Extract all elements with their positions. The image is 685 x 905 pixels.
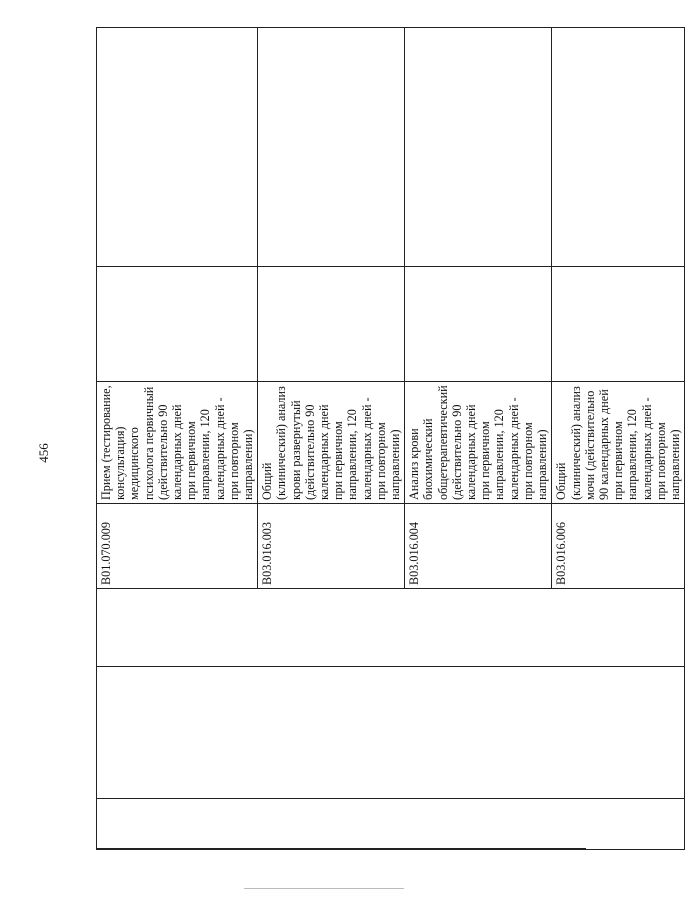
service-code-cell xyxy=(405,504,552,589)
page-number: 456 xyxy=(36,443,51,463)
empty-cell xyxy=(97,28,258,267)
service-code-cell xyxy=(258,504,405,589)
service-description-cell xyxy=(258,382,405,504)
services-table-rotated xyxy=(96,28,682,850)
service-description: Общий (клинический) анализ крови развернутый (действительно 90 календарных дней при первичном направлении, 120 календарных дней - при повторном направлении) xyxy=(260,386,403,500)
empty-cell xyxy=(258,267,405,382)
service-code: B01.070.009 xyxy=(99,522,113,585)
empty-cell xyxy=(405,28,552,267)
service-description-cell xyxy=(405,382,552,504)
service-description-cell xyxy=(97,382,258,504)
empty-cell xyxy=(405,267,552,382)
empty-cell xyxy=(552,267,685,382)
service-code: B03.016.003 xyxy=(260,522,275,585)
blank-cell xyxy=(97,799,685,850)
scan-mark xyxy=(244,888,404,889)
empty-cell xyxy=(97,267,258,382)
service-code: B03.016.004 xyxy=(407,522,422,585)
service-description: Общий (клинический) анализ мочи (действительно 90 календарных дней при первичном направлении, 120 календарных дней - при повторном направлении) xyxy=(554,386,682,500)
table-row xyxy=(97,28,258,850)
service-code-cell xyxy=(552,504,685,589)
service-description: Анализ крови биохимический общетерапевтический (действительно 90 календарных дней при первичном направлении, 120 календарных дней - при повторном направлении) xyxy=(407,385,550,500)
blank-cell xyxy=(97,589,685,667)
empty-cell xyxy=(552,28,685,267)
service-code-cell xyxy=(97,504,258,589)
blank-cell xyxy=(97,667,685,799)
service-description: Прием (тестирование, консультация) медицинского психолога первичный (действительно 90 календарных дней при первичном направлении, 120 календарных дней - при повторном направлении) xyxy=(99,385,256,500)
services-table xyxy=(96,27,685,850)
service-description-cell xyxy=(552,382,685,504)
table-bottom-rule xyxy=(96,848,586,849)
empty-cell xyxy=(258,28,405,267)
service-code: B03.016.006 xyxy=(554,522,569,585)
